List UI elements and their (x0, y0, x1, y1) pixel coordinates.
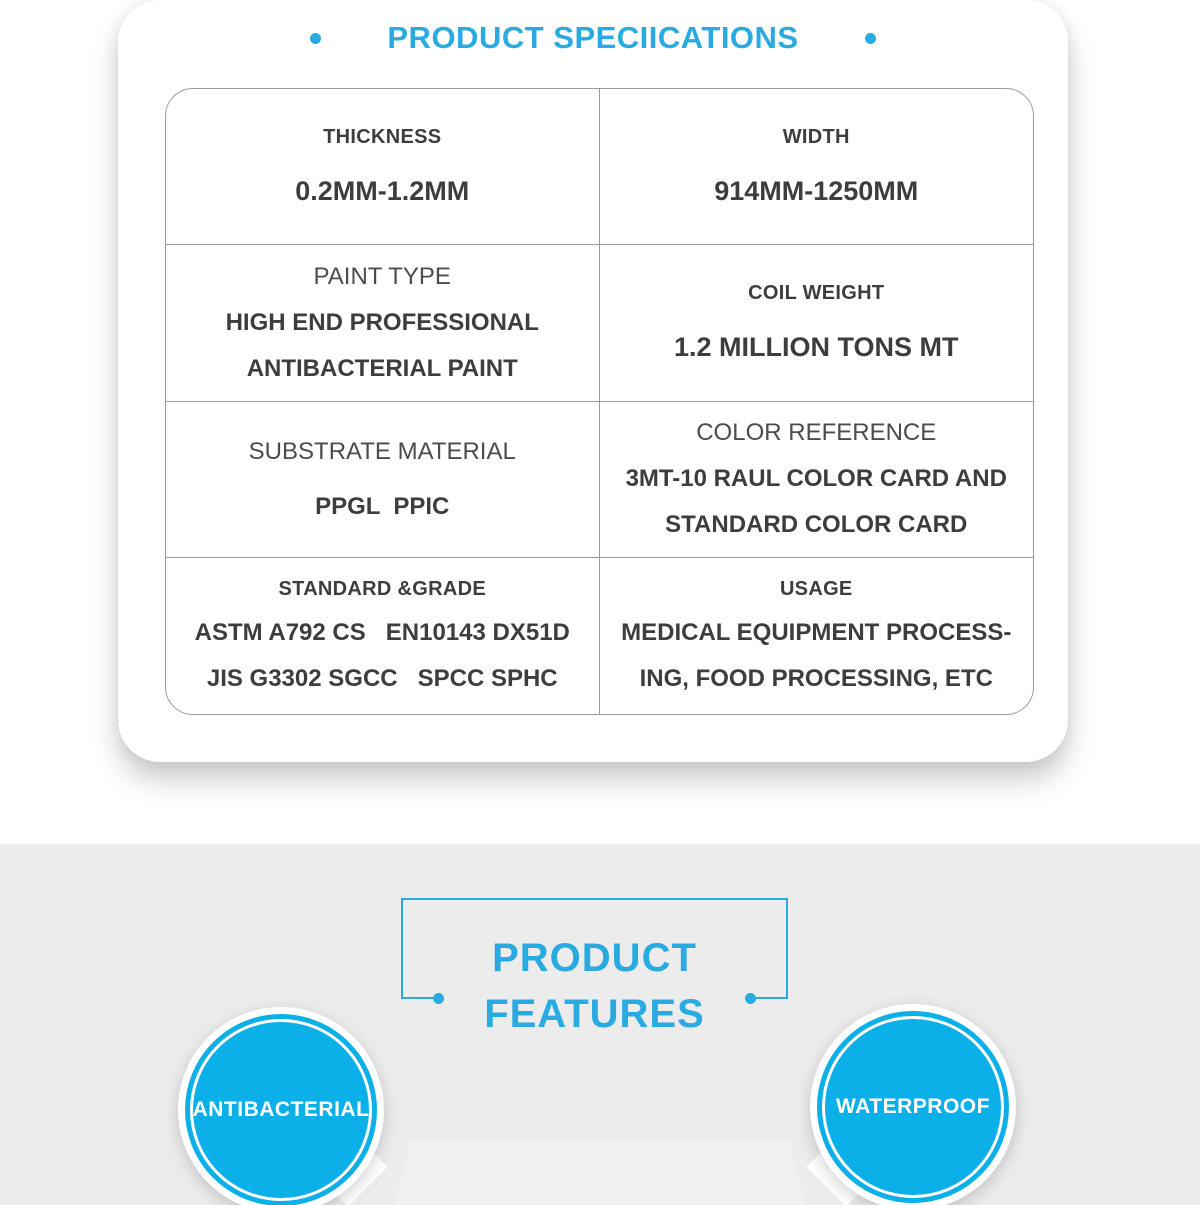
spec-table (165, 88, 1034, 715)
title-dot-icon (310, 33, 321, 44)
spec-title-row (118, 20, 1068, 56)
spec-label: COLOR REFERENCE (696, 419, 937, 447)
spec-cell-thickness (166, 89, 600, 245)
spec-cell-color-reference (600, 402, 1034, 558)
spec-value: JIS G3302 SGCC SPCC SPHC (206, 665, 558, 693)
spec-label: PAINT TYPE (313, 262, 451, 290)
spec-cell-usage (600, 558, 1034, 714)
spec-value: ANTIBACTERIAL PAINT (246, 354, 518, 382)
features-section (0, 844, 1200, 1205)
spec-value: HIGH END PROFESSIONAL (225, 308, 539, 336)
spec-card (118, 0, 1068, 762)
spec-value: 1.2 MILLION TONS MT (673, 332, 959, 363)
spec-cell-paint-type (166, 245, 600, 401)
spec-cell-width (600, 89, 1034, 245)
spec-value: MEDICAL EQUIPMENT PROCESS- (621, 619, 1012, 647)
spec-label: STANDARD &GRADE (278, 578, 486, 601)
spec-label: USAGE (779, 578, 853, 601)
spec-cell-substrate-material (166, 402, 600, 558)
spec-cell-standard-grade (166, 558, 600, 714)
spec-section-title: PRODUCT SPECIICATIONS (387, 20, 799, 55)
features-title-line2: FEATURES (484, 992, 705, 1036)
features-title-frame (401, 898, 788, 1036)
spec-value: 0.2MM-1.2MM (295, 176, 470, 207)
spec-value: STANDARD COLOR CARD (665, 511, 968, 539)
spec-cell-coil-weight (600, 245, 1034, 401)
spec-value: ING, FOOD PROCESSING, ETC (639, 665, 993, 693)
spec-label: COIL WEIGHT (748, 282, 885, 305)
spec-value: ASTM A792 CS EN10143 DX51D (194, 619, 570, 647)
title-dot-icon (865, 33, 876, 44)
spec-value: 914MM-1250MM (714, 176, 919, 207)
spec-label: THICKNESS (323, 126, 442, 149)
features-title-line1: PRODUCT (492, 936, 697, 980)
features-section-title (295, 930, 895, 1042)
spec-value: PPGL PPIC (315, 492, 450, 520)
feature-badge-label: ANTIBACTERIAL (192, 1098, 370, 1121)
spec-label: WIDTH (782, 126, 850, 149)
ribbon-backdrop (395, 1140, 805, 1205)
feature-badge-label: WATERPROOF (836, 1095, 990, 1118)
spec-value: 3MT-10 RAUL COLOR CARD AND (625, 465, 1007, 493)
spec-label: SUBSTRATE MATERIAL (248, 437, 516, 465)
